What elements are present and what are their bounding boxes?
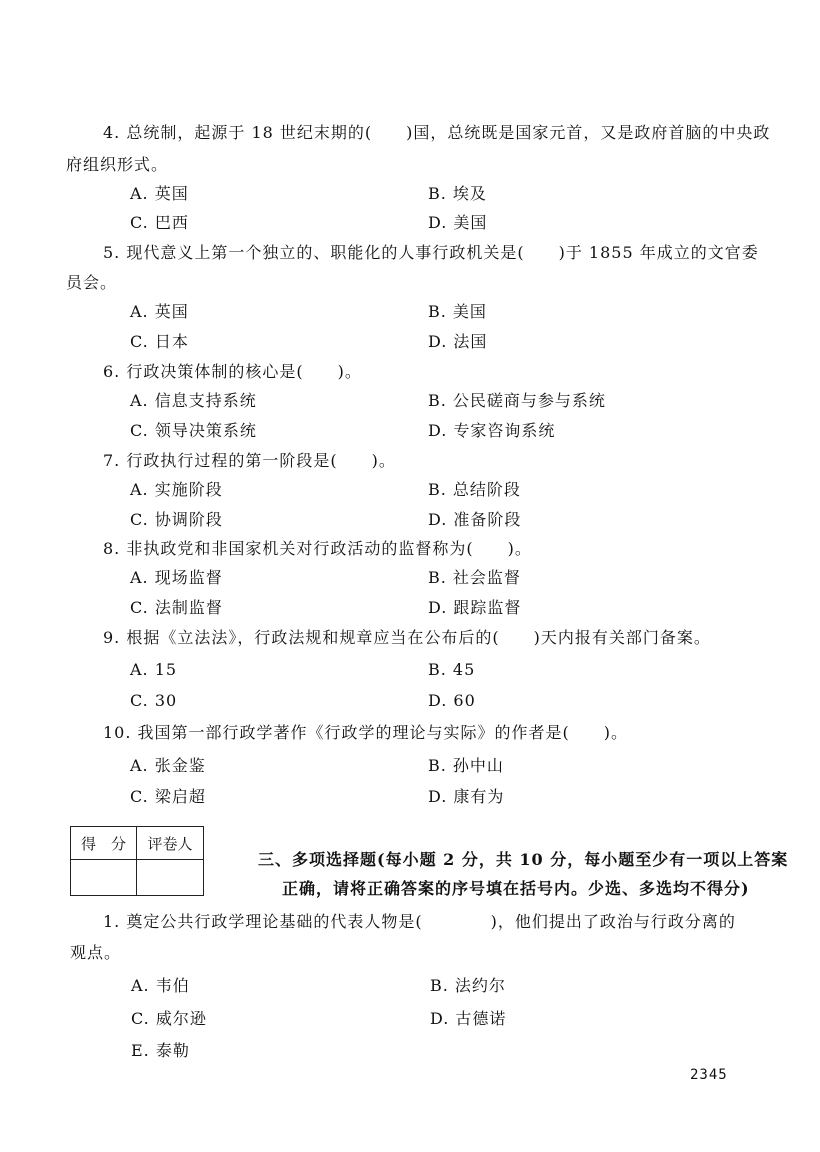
question-5-stem-line-1: 5. 现代意义上第一个独立的、职能化的人事行政机关是( )于 1855 年成立的文官委 [103, 243, 759, 262]
question-8-stem: 8. 非执政党和非国家机关对行政活动的监督称为( )。 [103, 539, 532, 558]
multi-question-1-option-a: A. 韦伯 [131, 976, 190, 995]
multi-question-1-option-e: E. 泰勒 [131, 1041, 190, 1060]
multi-question-1-stem-line-2: 观点。 [70, 943, 122, 962]
multi-question-1-stem-line-1: 1. 奠定公共行政学理论基础的代表人物是( )，他们提出了政治与行政分离的 [103, 912, 736, 931]
question-7-option-d: D. 准备阶段 [428, 510, 522, 529]
question-9-option-a: A. 15 [130, 660, 178, 679]
question-5-stem-line-2: 员会。 [66, 273, 118, 292]
question-7-option-b: B. 总结阶段 [428, 480, 521, 499]
question-4-stem-line-2: 府组织形式。 [66, 155, 169, 174]
question-4-option-a: A. 英国 [130, 184, 189, 203]
question-6-option-b: B. 公民磋商与参与系统 [428, 391, 606, 410]
question-4-option-c: C. 巴西 [130, 213, 189, 232]
question-4-option-d: D. 美国 [428, 213, 488, 232]
question-4-stem-line-1: 4. 总统制，起源于 18 世纪末期的( )国，总统既是国家元首，又是政府首脑的中央政 [103, 123, 771, 142]
question-8-option-c: C. 法制监督 [130, 598, 223, 617]
question-7-option-c: C. 协调阶段 [130, 510, 223, 529]
question-9-option-d: D. 60 [428, 691, 476, 710]
multi-question-1-option-b: B. 法约尔 [430, 976, 506, 995]
score-header: 得 分 [71, 827, 137, 860]
question-8-option-a: A. 现场监督 [130, 568, 223, 587]
question-10-option-c: C. 梁启超 [130, 787, 206, 806]
question-8-option-b: B. 社会监督 [428, 568, 521, 587]
question-7-option-a: A. 实施阶段 [130, 480, 223, 499]
question-5-option-b: B. 美国 [428, 302, 487, 321]
question-6-option-a: A. 信息支持系统 [130, 391, 257, 410]
question-5-option-d: D. 法国 [428, 332, 488, 351]
question-10-option-a: A. 张金鉴 [130, 756, 206, 775]
question-7-stem: 7. 行政执行过程的第一阶段是( )。 [103, 451, 396, 470]
grader-cell[interactable] [137, 860, 203, 895]
question-5-option-a: A. 英国 [130, 302, 189, 321]
section-three-heading-line-1: 三、多项选择题(每小题 2 分，共 10 分，每小题至少有一项以上答案 [258, 850, 789, 869]
section-three-heading-line-2: 正确，请将正确答案的序号填在括号内。少选、多选均不得分) [282, 879, 750, 898]
multi-question-1-option-d: D. 古德诺 [430, 1009, 507, 1028]
page-number: 2345 [690, 1067, 728, 1083]
multi-question-1-option-c: C. 威尔逊 [131, 1009, 207, 1028]
question-6-stem: 6. 行政决策体制的核心是( )。 [103, 362, 362, 381]
score-table [70, 826, 204, 896]
question-10-option-b: B. 孙中山 [428, 756, 504, 775]
question-5-option-c: C. 日本 [130, 332, 189, 351]
question-4-option-b: B. 埃及 [428, 184, 487, 203]
question-6-option-d: D. 专家咨询系统 [428, 421, 556, 440]
question-8-option-d: D. 跟踪监督 [428, 598, 522, 617]
question-10-stem: 10. 我国第一部行政学著作《行政学的理论与实际》的作者是( )。 [103, 723, 629, 742]
grader-header: 评卷人 [137, 827, 203, 860]
score-cell[interactable] [71, 860, 137, 895]
question-9-option-b: B. 45 [428, 660, 476, 679]
question-9-stem: 9. 根据《立法法》，行政法规和规章应当在公布后的( )天内报有关部门备案。 [103, 628, 711, 647]
question-10-option-d: D. 康有为 [428, 787, 505, 806]
question-9-option-c: C. 30 [130, 691, 178, 710]
question-6-option-c: C. 领导决策系统 [130, 421, 257, 440]
